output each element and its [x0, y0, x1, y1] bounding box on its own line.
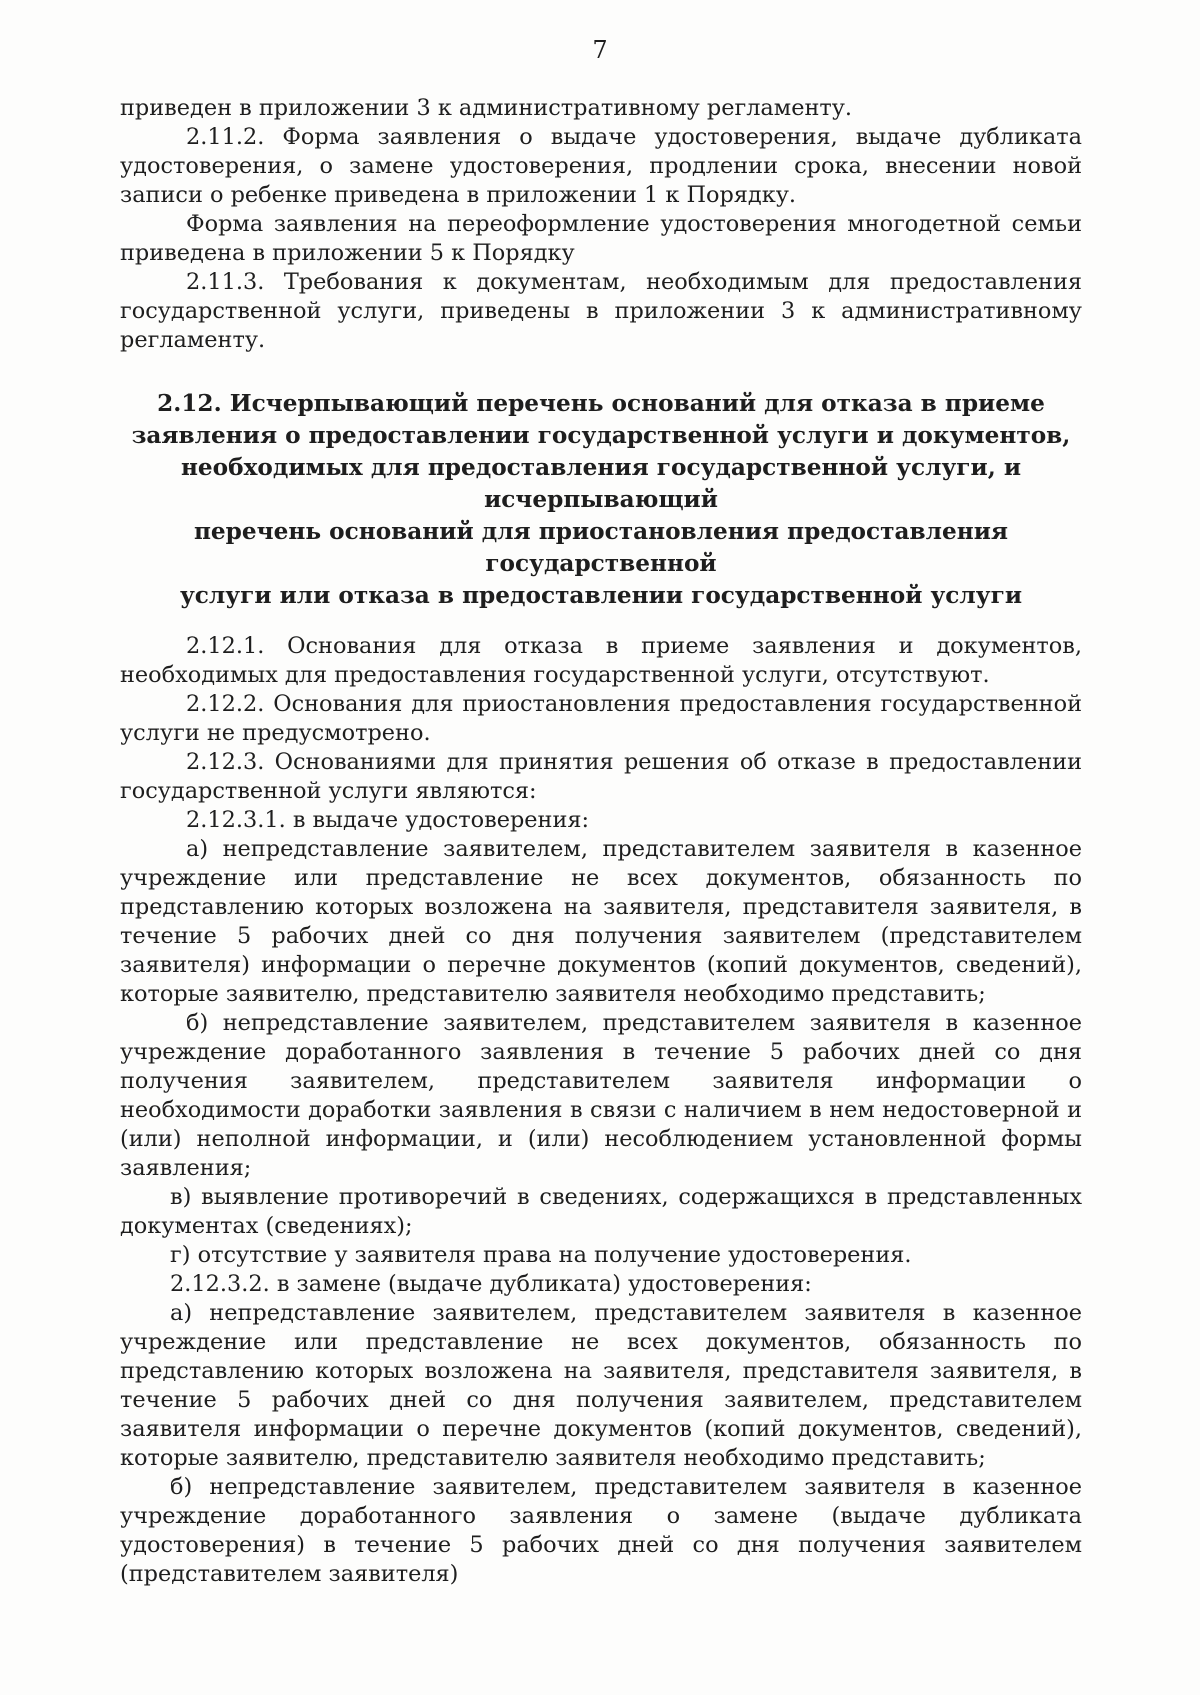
paragraph: 2.11.3. Требования к документам, необходимым для предоставления государственной услуги, приведены в приложении 3 к административному регламенту. — [120, 269, 1082, 353]
paragraph: Форма заявления на переоформление удостоверения многодетной семьи приведена в приложении 5 к Порядку — [120, 211, 1082, 266]
document-body — [120, 94, 1082, 1589]
section-heading-line: заявления о предоставлении государственной услуги и документов, — [131, 422, 1071, 449]
paragraph: 2.12.3.1. в выдаче удостоверения: — [186, 807, 590, 833]
list-item: б) непредставление заявителем, представителем заявителя в казенное учреждение доработанного заявления в течение 5 рабочих дней со дня получения заявителем, представителем заявителя информации о необходимости доработки заявления в связи с наличием в нем недостоверной и (или) неполной информации, и (или) несоблюдением установленной формы заявления; — [120, 1010, 1082, 1181]
paragraph: 2.12.3. Основаниями для принятия решения об отказе в предоставлении государственной услуги являются: — [120, 749, 1082, 804]
section-heading-line: услуги или отказа в предоставлении государственной услуги — [179, 582, 1023, 609]
paragraph: 2.11.2. Форма заявления о выдаче удостоверения, выдаче дубликата удостоверения, о замене удостоверения, продлении срока, внесении новой записи о ребенке приведена в приложении 1 к Порядку. — [120, 124, 1082, 208]
paragraph: приведен в приложении 3 к административному регламенту. — [120, 95, 853, 121]
section-heading — [120, 388, 1082, 612]
page-number: 7 — [592, 36, 608, 64]
list-item: б) непредставление заявителем, представителем заявителя в казенное учреждение доработанного заявления о замене (выдаче дубликата удостоверения) в течение 5 рабочих дней со дня получения заявителем (представителем заявителя) — [120, 1474, 1082, 1587]
section-heading-line: перечень оснований для приостановления предоставления государственной — [193, 518, 1009, 577]
paragraph: 2.12.1. Основания для отказа в приеме заявления и документов, необходимых для предоставления государственной услуги, отсутствуют. — [120, 633, 1082, 688]
list-item: в) выявление противоречий в сведениях, содержащихся в представленных документах (сведениях); — [120, 1184, 1082, 1239]
list-item: а) непредставление заявителем, представителем заявителя в казенное учреждение или представление не всех документов, обязанность по представлению которых возложена на заявителя, представителя заявителя, в течение 5 рабочих дней со дня получения заявителем (представителем заявителя) информации о перечне документов (копий документов, сведений), которые заявителю, представителю заявителя необходимо представить; — [120, 836, 1082, 1007]
paragraph: 2.12.2. Основания для приостановления предоставления государственной услуги не предусмотрено. — [120, 691, 1082, 746]
section-heading-line: 2.12. Исчерпывающий перечень оснований для отказа в приеме — [157, 390, 1045, 417]
paragraph: 2.12.3.2. в замене (выдаче дубликата) удостоверения: — [170, 1271, 812, 1297]
list-item: а) непредставление заявителем, представителем заявителя в казенное учреждение или представление не всех документов, обязанность по представлению которых возложена на заявителя, представителя заявителя, в течение 5 рабочих дней со дня получения заявителем, представителем заявителя информации о перечне документов (копий документов, сведений), которые заявителю, представителю заявителя необходимо представить; — [120, 1300, 1082, 1471]
section-heading-line: необходимых для предоставления государственной услуги, и исчерпывающий — [180, 454, 1022, 513]
list-item: г) отсутствие у заявителя права на получение удостоверения. — [170, 1242, 912, 1268]
